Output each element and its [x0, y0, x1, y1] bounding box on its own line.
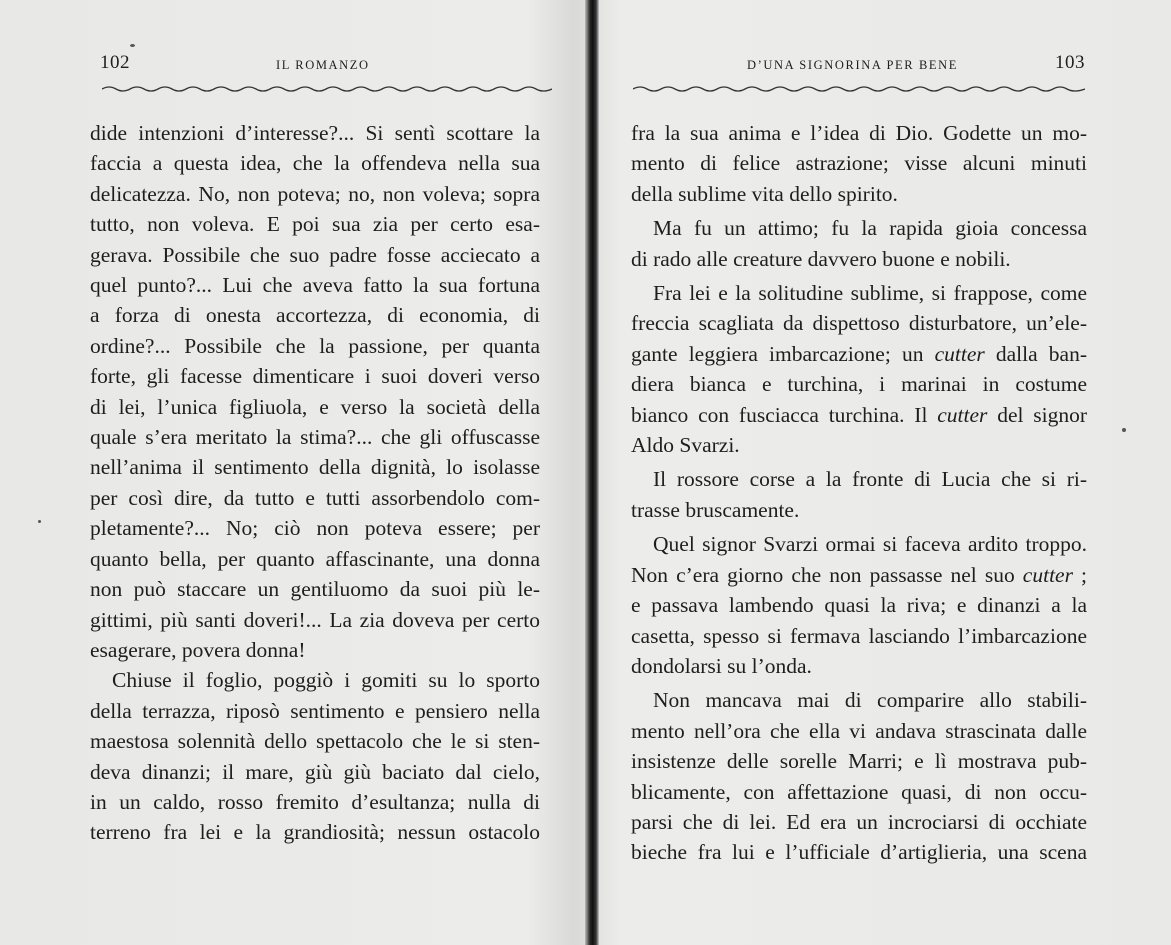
left-page-header	[100, 52, 552, 76]
running-head: D’UNA SIGNORINA PER BENE	[747, 58, 958, 72]
text-line: trasse bruscamente.	[631, 497, 800, 522]
header-ornament-rule	[633, 84, 1085, 94]
page-number: 102	[100, 52, 130, 73]
text-line: forte, gli facesse dimenticare i suoi doveri verso	[90, 364, 540, 389]
text-line: maestosa solennità dello spettacolo che le si sten-	[90, 729, 540, 754]
text-line: nell’anima il sentimento della dignità, lo isolasse	[90, 455, 540, 480]
text-line: a forza di onesta accortezza, di economia, di	[90, 303, 540, 328]
text-line: Fra lei e la solitudine sublime, si frappose, come	[653, 281, 1087, 306]
text-line: Aldo Svarzi.	[631, 433, 740, 458]
right-page	[599, 0, 1171, 945]
italic-word: cutter	[1022, 562, 1073, 587]
text-line: ordine?... Possibile che la passione, per quanta	[90, 333, 540, 358]
text-line: diera bianca e turchina, i marinai in costume	[631, 372, 1087, 397]
italic-word: cutter	[934, 341, 985, 366]
text-line: freccia scagliata da dispettoso disturbatore, un’ele-	[631, 311, 1087, 336]
text-line: di lei, l’unica figliuola, e verso la società della	[90, 394, 540, 419]
book-gutter	[585, 0, 599, 945]
text-fragment: Non c’era giorno che non passasse nel suo	[631, 562, 1015, 587]
text-line: pletamente?... No; ciò non poteva essere; per	[90, 516, 540, 541]
text-line: della sublime vita dello spirito.	[631, 181, 898, 206]
text-line: Chiuse il foglio, poggiò i gomiti su lo sporto	[112, 668, 540, 693]
text-line	[631, 339, 1087, 369]
text-line: mento di felice astrazione; visse alcuni minuti	[631, 151, 1087, 176]
running-head: IL ROMANZO	[276, 58, 370, 72]
right-page-header	[633, 52, 1085, 76]
text-line: insistenze delle sorelle Marri; e lì mostrava pub-	[631, 749, 1087, 774]
text-line: blicamente, con affettazione quasi, di non occu-	[631, 779, 1087, 804]
text-line: quel punto?... Lui che aveva fatto la sua fortuna	[90, 273, 540, 298]
text-line: dondolarsi su l’onda.	[631, 653, 812, 678]
text-line: deva dinanzi; il mare, giù giù baciato dal cielo,	[90, 759, 540, 784]
right-page-text	[631, 118, 1087, 868]
text-line: bieche fra lui e l’ufficiale d’artiglieria, una scena	[631, 840, 1087, 865]
italic-word: cutter	[937, 402, 988, 427]
text-line: non può staccare un gentiluomo da suoi più le-	[90, 577, 540, 602]
text-line	[631, 560, 1087, 590]
text-line: parsi che di lei. Ed era un incrociarsi di occhiate	[631, 809, 1087, 834]
print-speck	[1122, 428, 1126, 432]
text-line	[631, 400, 1087, 430]
left-page	[0, 0, 585, 945]
text-fragment: dalla ban-	[995, 341, 1088, 366]
text-line: fra la sua anima e l’idea di Dio. Godette un mo-	[631, 121, 1087, 145]
text-line: delicatezza. No, non poteva; no, non voleva; sopra	[90, 181, 540, 206]
text-line: casetta, spesso si fermava lasciando l’imbarcazione	[631, 623, 1087, 648]
text-line: di rado alle creature davvero buone e nobili.	[631, 246, 1011, 271]
text-line: Il rossore corse a la fronte di Lucia che si ri-	[653, 467, 1087, 492]
text-line: quanto bella, per quanto affascinante, una donna	[90, 546, 540, 571]
text-line: mento nell’ora che ella vi andava strascinata dalle	[631, 718, 1087, 743]
text-line: faccia a questa idea, che la offendeva nella sua	[90, 151, 540, 176]
text-line: quale s’era meritato la stima?... che gli offuscasse	[90, 425, 540, 450]
text-line: terreno fra lei e la grandiosità; nessun ostacolo	[90, 820, 540, 845]
print-speck	[130, 44, 135, 47]
print-speck	[38, 520, 41, 523]
text-line: e passava lambendo quasi la riva; e dinanzi a la	[631, 593, 1087, 618]
text-fragment: bianco con fusciacca turchina. Il	[631, 402, 928, 427]
text-line: in un caldo, rosso fremito d’esultanza; nulla di	[90, 789, 540, 814]
text-line: dide intenzioni d’interesse?... Si sentì scottare la	[90, 121, 540, 145]
text-line: gittimi, più santi doveri!... La zia doveva per certo	[90, 607, 540, 632]
left-page-text	[90, 118, 540, 848]
text-line: per così dire, da tutto e tutti assorbendolo com-	[90, 485, 540, 510]
text-line: Quel signor Svarzi ormai si faceva ardito troppo.	[653, 532, 1087, 557]
header-ornament-rule	[102, 84, 552, 94]
page-number: 103	[1055, 52, 1085, 73]
text-line: Ma fu un attimo; fu la rapida gioia concessa	[653, 216, 1087, 241]
text-line: Non mancava mai di comparire allo stabili-	[653, 688, 1087, 713]
text-line: tutto, non voleva. E poi sua zia per certo esa-	[90, 212, 540, 237]
text-fragment: gante leggiera imbarcazione; un	[631, 341, 924, 366]
text-line: gerava. Possibile che suo padre fosse acciecato a	[90, 242, 540, 267]
text-fragment: del signor	[997, 402, 1087, 427]
text-line: esagerare, povera donna!	[90, 637, 306, 662]
text-fragment: ;	[1081, 562, 1088, 587]
text-line: della terrazza, riposò sentimento e pensiero nella	[90, 698, 540, 723]
